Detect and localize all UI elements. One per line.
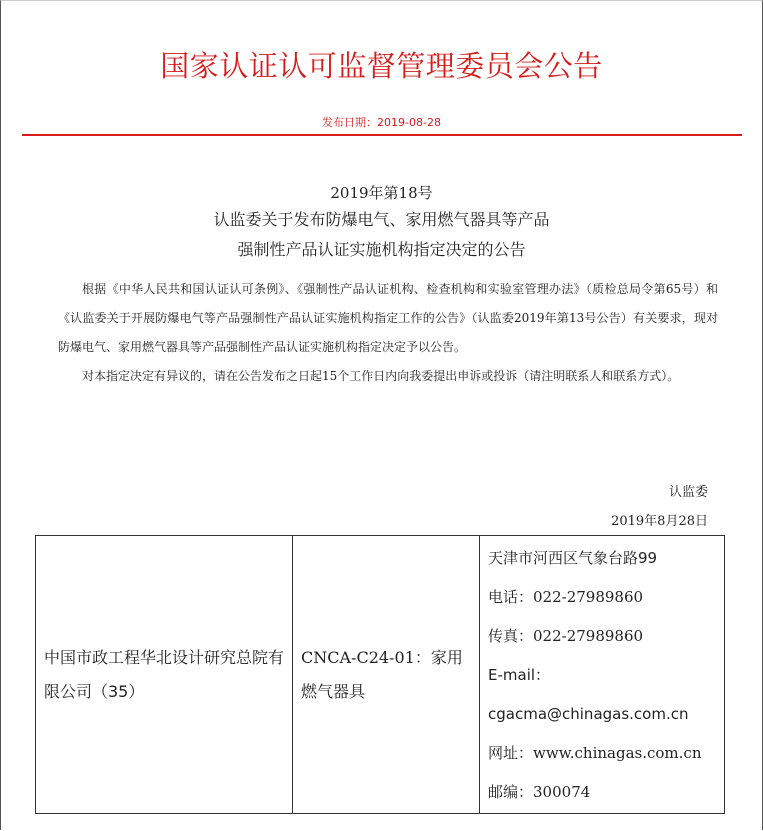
contact-email-label: E-mail： [488,666,551,684]
body-paragraph-1: 根据《中华人民共和国认证认可条例》、《强制性产品认证机构、检查机构和实验室管理办法》（质检总局令第65号）和《认监委关于开展防爆电气等产品强制性产品认证实施机构指定工作的公告》（认监委2019年第13号公告）有关要求，现对防爆电气、家用燃气器具等产品强制性产品认证实施机构指定决定予以公告。 [58,282,718,354]
publish-date-line [0,114,763,130]
body-paragraph-2: 对本指定决定有异议的，请在公告发布之日起15个工作日内向我委提出申诉或投诉（请注明联系人和联系方式）。 [82,369,680,383]
zip-value: 300074 [533,783,591,801]
contact-cell [480,536,725,814]
zip-label: 邮编： [488,783,534,801]
contact-web [488,735,716,774]
fax-label: 传真： [488,627,534,645]
org-name-cell [36,536,293,814]
contact-phone [488,579,716,618]
fax-value: 022-27989860 [533,627,644,645]
page-title: 国家认证认可监督管理委员会公告 [160,49,603,83]
table-row [36,536,725,814]
publish-date-value: 2019-08-28 [377,116,441,129]
institution-table [35,535,725,814]
certification-scope: CNCA-C24-01：家用燃气器具 [301,647,463,701]
document-number: 2019年第18号 [330,184,433,202]
web-label: 网址： [488,744,534,762]
web-value: www.chinagas.com.cn [533,744,702,762]
org-name: 中国市政工程华北设计研究总院有限公司（35） [44,647,285,701]
phone-label: 电话： [488,588,534,606]
document-title-line-2: 强制性产品认证实施机构指定决定的公告 [237,240,526,259]
scope-cell [293,536,480,814]
contact-email: cgacma@chinagas.com.cn [488,705,689,723]
contact-address: 天津市河西区气象台路99 [488,549,658,567]
contact-zip [488,774,716,813]
document-title-line-1: 认监委关于发布防爆电气、家用燃气器具等产品 [213,210,550,229]
sign-date: 2019年8月28日 [611,514,708,529]
header-divider [22,134,742,136]
publish-date-label: 发布日期： [322,116,378,129]
phone-value: 022-27989860 [533,588,644,606]
contact-fax [488,618,716,657]
signer: 认监委 [668,485,708,500]
